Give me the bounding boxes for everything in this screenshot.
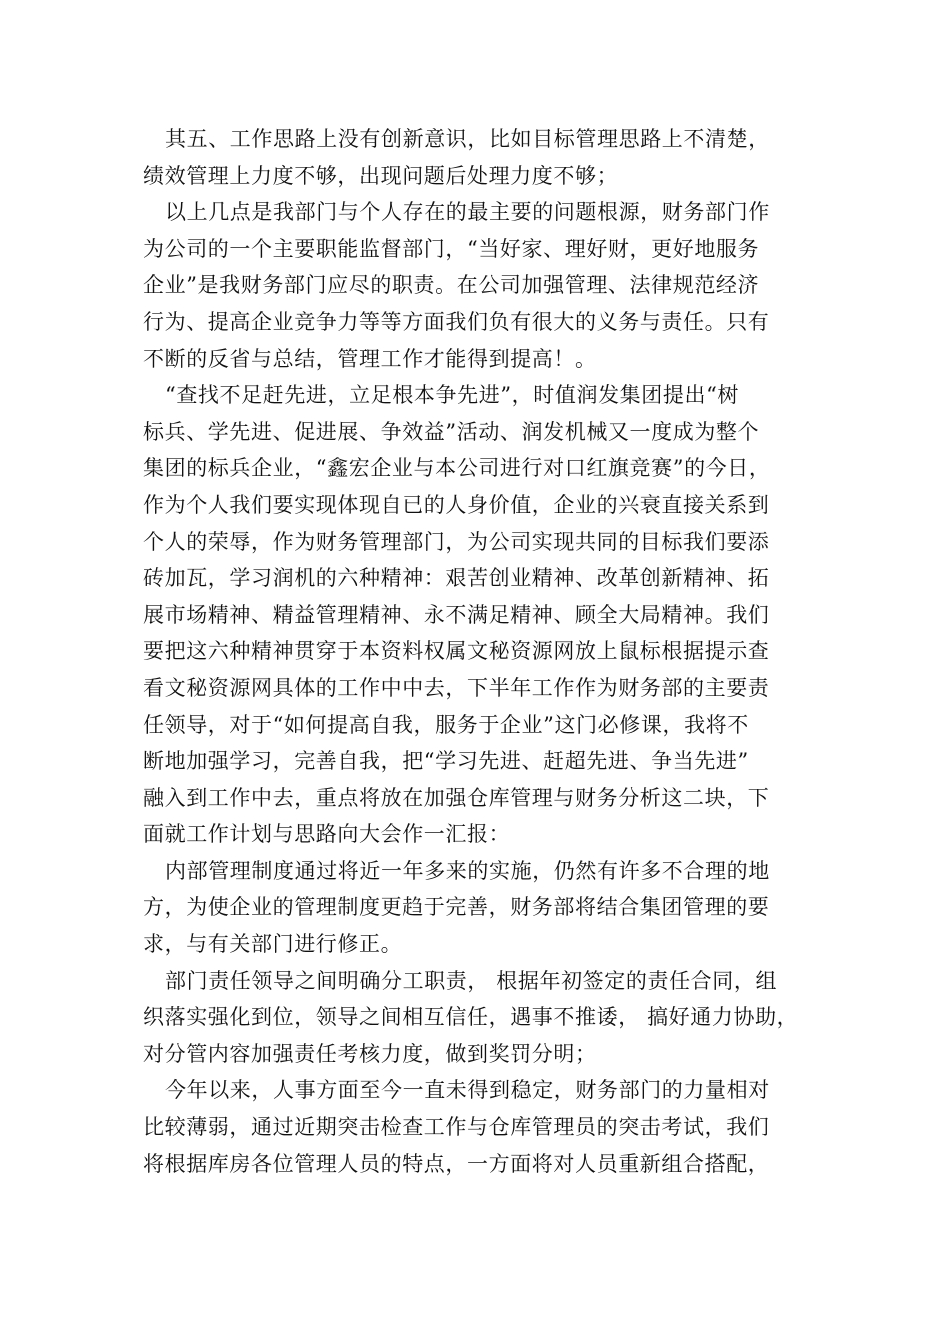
text-line: 对分管内容加强责任考核力度，做到奖罚分明； xyxy=(143,1041,597,1066)
text-line: 企业”是我财务部门应尽的职责。在公司加强管理、法律规范经济 xyxy=(143,273,760,298)
text-line: 个人的荣辱，作为财务管理部门，为公司实现共同的目标我们要添 xyxy=(143,529,770,554)
text-line: 砖加瓦，学习润机的六种精神：艰苦创业精神、改革创新精神、拓 xyxy=(143,566,770,591)
text-line: 绩效管理上力度不够，出现问题后处理力度不够； xyxy=(143,163,619,188)
text-line: 方，为使企业的管理制度更趋于完善，财务部将结合集团管理的要 xyxy=(143,895,770,920)
text-line: 集团的标兵企业，“鑫宏企业与本公司进行对口红旗竞赛”的今日， xyxy=(143,456,771,481)
text-line: 其五、工作思路上没有创新意识，比如目标管理思路上不清楚， xyxy=(165,127,770,151)
text-line: 面就工作计划与思路向大会作一汇报： xyxy=(143,822,511,847)
text-line: 内部管理制度通过将近一年多来的实施，仍然有许多不合理的地 xyxy=(165,858,770,883)
text-line: 部门责任领导之间明确分工职责， 根据年初签定的责任合同，组 xyxy=(165,968,778,993)
paragraph-5 xyxy=(143,963,813,1073)
text-line: 看文秘资源网具体的工作中中去，下半年工作作为财务部的主要责 xyxy=(143,675,770,700)
paragraph-6 xyxy=(143,1072,813,1182)
text-line: 行为、提高企业竞争力等等方面我们负有很大的义务与责任。只有 xyxy=(143,309,770,334)
document-body xyxy=(143,121,813,1182)
paragraph-2 xyxy=(143,194,813,377)
text-line: 将根据库房各位管理人员的特点，一方面将对人员重新组合搭配， xyxy=(143,1151,770,1176)
text-line: 求，与有关部门进行修正。 xyxy=(143,932,403,957)
text-line: 任领导，对于“如何提高自我，服务于企业”这门必修课，我将不 xyxy=(143,712,749,737)
text-line: 为公司的一个主要职能监督部门，“当好家、理好财，更好地服务 xyxy=(143,236,760,261)
text-line: 作为个人我们要实现体现自已的人身价值，企业的兴衰直接关系到 xyxy=(143,492,770,517)
text-line: 融入到工作中去，重点将放在加强仓库管理与财务分析这二块，下 xyxy=(143,785,770,810)
text-line: 比较薄弱，通过近期突击检查工作与仓库管理员的突击考试，我们 xyxy=(143,1115,770,1140)
text-line: 今年以来，人事方面至今一直未得到稳定，财务部门的力量相对 xyxy=(165,1078,770,1103)
text-line: 以上几点是我部门与个人存在的最主要的问题根源，财务部门作 xyxy=(165,200,770,225)
text-line: 展市场精神、精益管理精神、永不满足精神、顾全大局精神。我们 xyxy=(143,602,770,627)
text-line: 标兵、学先进、促进展、争效益”活动、润发机械又一度成为整个 xyxy=(143,419,760,444)
paragraph-4 xyxy=(143,853,813,963)
paragraph-3 xyxy=(143,377,813,853)
text-line: 织落实强化到位，领导之间相互信任，遇事不推诿， 搞好通力协助， xyxy=(143,1005,799,1030)
text-line: 不断的反省与总结，管理工作才能得到提高！。 xyxy=(143,346,597,371)
text-line: 断地加强学习，完善自我，把“学习先进、赶超先进、争当先进” xyxy=(143,749,749,774)
text-line: “查找不足赶先进，立足根本争先进”，时值润发集团提出“树 xyxy=(165,383,740,408)
paragraph-1 xyxy=(143,121,813,194)
text-line: 要把这六种精神贯穿于本资料权属文秘资源网放上鼠标根据提示查 xyxy=(143,639,770,664)
